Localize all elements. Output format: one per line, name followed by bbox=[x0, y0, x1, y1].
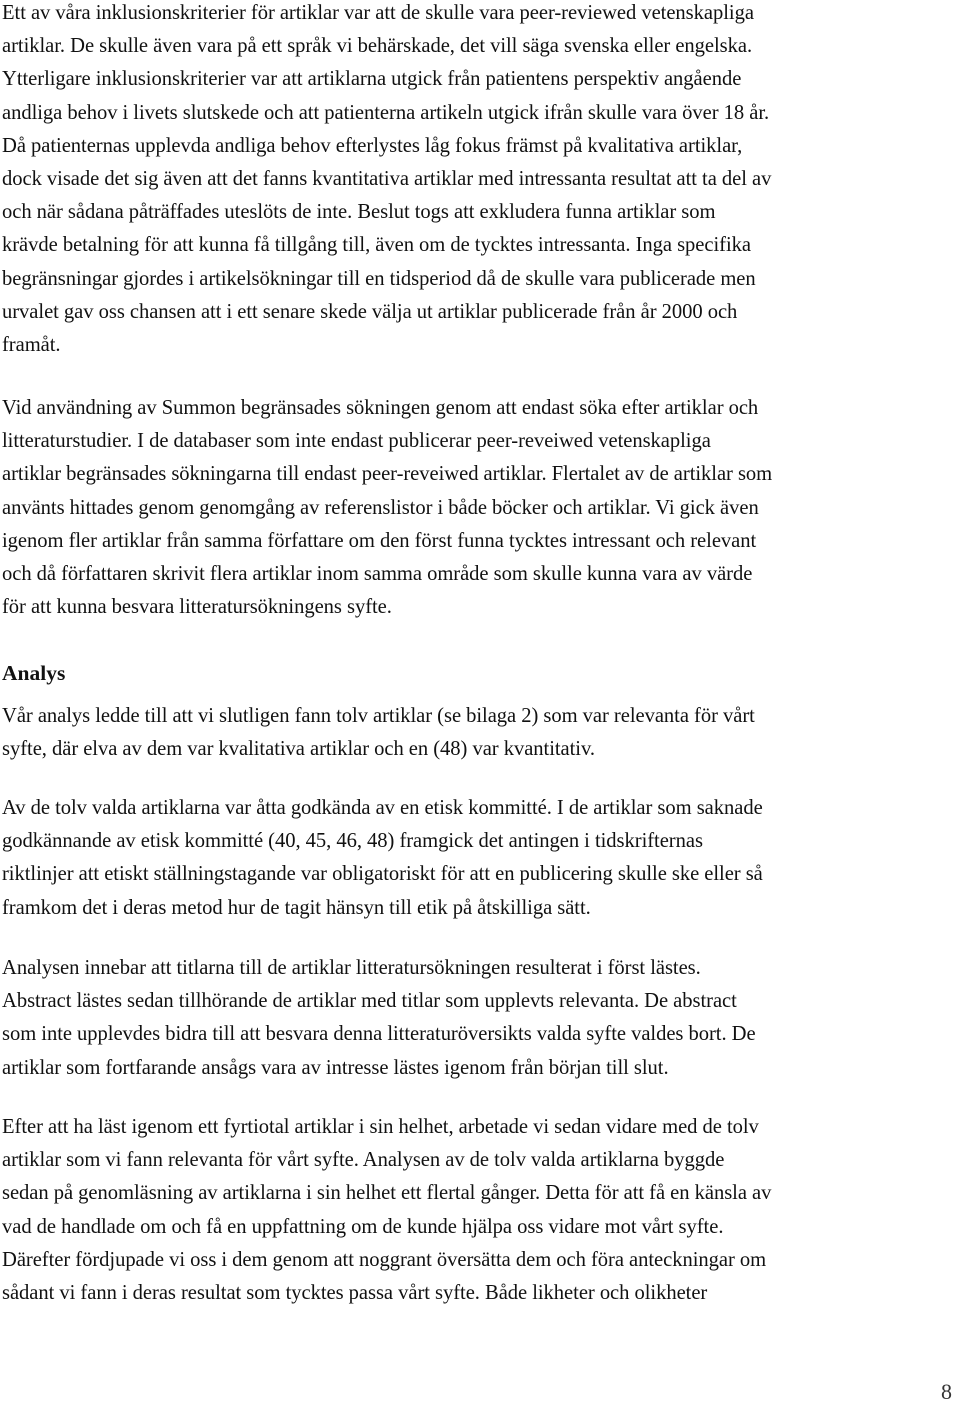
text-line: dock visade det sig även att det fanns kvantitativa artiklar med intressanta resultat att ta del av bbox=[2, 168, 772, 191]
paragraph-inclusion-criteria bbox=[2, 0, 954, 362]
text-line: Vår analys ledde till att vi slutligen fann tolv artiklar (se bilaga 2) som var relevanta för vårt bbox=[2, 705, 755, 727]
text-line: Av de tolv valda artiklarna var åtta godkända av en etisk kommitté. I de artiklar som saknade bbox=[2, 797, 763, 819]
text-line: framkom det i deras metod hur de tagit hänsyn till etik på åtskilliga sätt. bbox=[2, 896, 591, 919]
text-line: för att kunna besvara litteratursökningens syfte. bbox=[2, 596, 392, 619]
text-line: Analysen innebar att titlarna till de artiklar litteratursökningen resulterat i först lästes. bbox=[2, 957, 701, 979]
text-line: artiklar begränsades sökningarna till endast peer-reveiwed artiklar. Flertalet av de artiklar som bbox=[2, 463, 773, 486]
text-line: som inte upplevdes bidra till att besvara denna litteraturöversikts valda syfte valdes bort. De bbox=[2, 1023, 756, 1046]
page-number: 8 bbox=[941, 1379, 952, 1404]
text-line: Då patienternas upplevda andliga behov efterlystes låg fokus främst på kvalitativa artiklar, bbox=[2, 134, 743, 157]
text-line: Ytterligare inklusionskriterier var att artiklarna utgick från patientens perspektiv angående bbox=[2, 68, 742, 91]
text-line: Vid användning av Summon begränsades sökningen genom att endast söka efter artiklar och bbox=[2, 397, 759, 419]
text-line: begränsningar gjordes i artikelsökningar till en tidsperiod då de skulle vara publicerade men bbox=[2, 267, 756, 290]
text-line: artiklar som fortfarande ansågs vara av intresse lästes igenom från början till slut. bbox=[2, 1056, 669, 1079]
paragraph-search-method bbox=[2, 392, 954, 624]
text-line: godkännande av etisk kommitté (40, 45, 46, 48) framgick det antingen i tidskrifternas bbox=[2, 830, 703, 853]
paragraph-reading-process bbox=[2, 1111, 954, 1310]
text-line: artiklar som vi fann relevanta för vårt syfte. Analysen av de tolv valda artiklarna byggde bbox=[2, 1149, 725, 1172]
text-line: använts hittades genom genomgång av referenslistor i både böcker och artiklar. Vi gick även bbox=[2, 496, 759, 519]
text-line: andliga behov i livets slutskede och att patienterna artikeln utgick ifrån skulle vara över 18 år. bbox=[2, 101, 770, 124]
text-line: vad de handlade om och få en uppfattning om de kunde hjälpa oss vidare mot vårt syfte. bbox=[2, 1215, 724, 1238]
paragraph-ethics bbox=[2, 792, 954, 925]
text-line: sedan på genomläsning av artiklarna i sin helhet ett flertal gånger. Detta för att få en känsla av bbox=[2, 1182, 772, 1205]
text-line: sådant vi fann i deras resultat som tycktes passa vårt syfte. Både likheter och olikheter bbox=[2, 1282, 708, 1305]
text-line: och då författaren skrivit flera artiklar inom samma område som skulle kunna vara av värde bbox=[2, 563, 753, 586]
text-line: syfte, där elva av dem var kvalitativa artiklar och en (48) var kvantitativ. bbox=[2, 738, 595, 761]
text-line: urvalet gav oss chansen att i ett senare skede välja ut artiklar publicerade från år 2000 och bbox=[2, 300, 738, 323]
text-line: krävde betalning för att kunna få tillgång till, även om de tycktes intressanta. Inga specifika bbox=[2, 234, 751, 257]
text-line: Abstract lästes sedan tillhörande de artiklar med titlar som upplevts relevanta. De abstract bbox=[2, 990, 737, 1013]
section-heading-analys: Analys bbox=[2, 661, 66, 685]
text-line: riktlinjer att etiskt ställningstagande var obligatoriskt för att en publicering skulle ske eller så bbox=[2, 863, 763, 886]
text-line: litteraturstudier. I de databaser som inte endast publicerar peer-reveiwed vetenskapliga bbox=[2, 430, 711, 453]
text-line: igenom fler artiklar från samma författare om den först funna tycktes intressant och relevant bbox=[2, 529, 757, 552]
text-line: Därefter fördjupade vi oss i dem genom att noggrant översätta dem och föra anteckningar om bbox=[2, 1248, 767, 1271]
text-line: Ett av våra inklusionskriterier för artiklar var att de skulle vara peer-reviewed vetenskapliga bbox=[2, 2, 754, 24]
text-line: och när sådana påträffades uteslöts de inte. Beslut togs att exkludera funna artiklar som bbox=[2, 201, 716, 224]
paragraph-analysis-process bbox=[2, 952, 954, 1085]
paragraph-analysis-result bbox=[2, 700, 954, 766]
text-line: Efter att ha läst igenom ett fyrtiotal artiklar i sin helhet, arbetade vi sedan vidare med de tolv bbox=[2, 1116, 759, 1138]
text-line: artiklar. De skulle även vara på ett språk vi behärskade, det vill säga svenska eller engelska. bbox=[2, 35, 753, 58]
text-line: framåt. bbox=[2, 334, 61, 357]
